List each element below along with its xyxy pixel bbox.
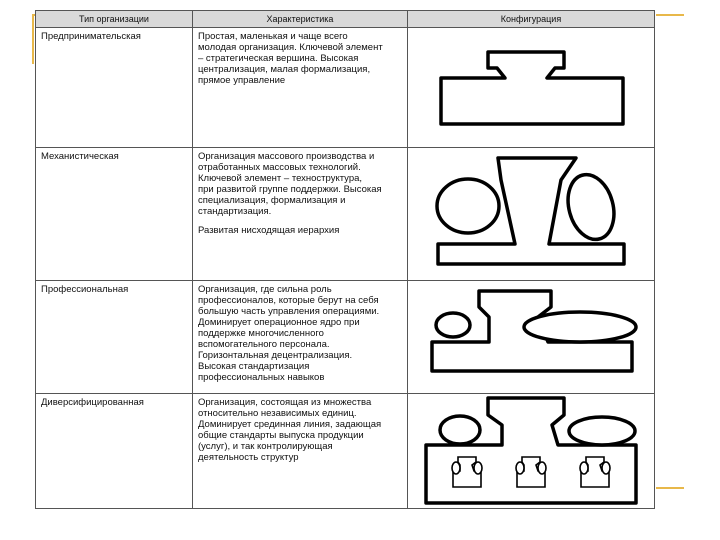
org-type-label: Предпринимательская bbox=[36, 28, 193, 148]
desc-line: Организация массового производства и bbox=[198, 151, 375, 162]
desc-line: Доминирует срединная линия, задающая bbox=[198, 419, 382, 430]
desc-line: Доминирует операционное ядро при bbox=[198, 317, 360, 328]
desc-line: профессионалов, которые берут на себя bbox=[198, 295, 379, 306]
configuration-cell bbox=[408, 148, 655, 281]
desc-line: при развитой группе поддержки. Высокая bbox=[198, 184, 382, 195]
entrepreneurial-structure-diagram bbox=[431, 48, 631, 128]
org-description bbox=[193, 28, 408, 148]
org-type-label: Диверсифицированная bbox=[36, 394, 193, 509]
org-type-label: Профессиональная bbox=[36, 281, 193, 394]
header-configuration: Конфигурация bbox=[408, 11, 655, 28]
table-row bbox=[36, 394, 655, 509]
corner-accent-bottom-right bbox=[656, 487, 684, 489]
desc-line: Горизонтальная децентрализация. bbox=[198, 350, 353, 361]
header-type: Тип организации bbox=[36, 11, 193, 28]
corner-accent-top-right bbox=[656, 14, 684, 16]
org-type-label: Механистическая bbox=[36, 148, 193, 281]
division-unit-1 bbox=[452, 457, 482, 487]
desc-line: отработанных массовых технологий. bbox=[198, 162, 361, 173]
table-row bbox=[36, 148, 655, 281]
desc-line: Развитая нисходящая иерархия bbox=[198, 225, 340, 236]
desc-line: стандартизация. bbox=[198, 206, 272, 217]
desc-line: Организация, состоящая из множества bbox=[198, 397, 372, 408]
header-characteristic: Характеристика bbox=[193, 11, 408, 28]
desc-line: централизация, малая формализация, bbox=[198, 64, 371, 75]
desc-line: Высокая стандартизация bbox=[198, 361, 310, 372]
org-description bbox=[193, 281, 408, 394]
desc-line: (услуг), и так контролирующая bbox=[198, 441, 333, 452]
desc-line: профессиональных навыков bbox=[198, 372, 325, 383]
organization-types-table bbox=[35, 10, 655, 509]
org-description bbox=[193, 394, 408, 509]
desc-line: Организация, где сильна роль bbox=[198, 284, 332, 295]
desc-line: вспомогательного персонала. bbox=[198, 339, 330, 350]
professional-structure-diagram bbox=[421, 287, 641, 387]
table-row bbox=[36, 28, 655, 148]
machine-structure-diagram bbox=[431, 154, 631, 274]
desc-line: общие стандарты выпуска продукции bbox=[198, 430, 364, 441]
org-description bbox=[193, 148, 408, 281]
division-unit-2 bbox=[516, 457, 546, 487]
configuration-cell bbox=[408, 281, 655, 394]
desc-line: Ключевой элемент – техноструктура, bbox=[198, 173, 363, 184]
desc-line: Простая, маленькая и чаще всего bbox=[198, 31, 348, 42]
desc-line: молодая организация. Ключевой элемент bbox=[198, 42, 383, 53]
configuration-cell bbox=[408, 394, 655, 509]
desc-line: – стратегическая вершина. Высокая bbox=[198, 53, 359, 64]
divisional-structure-diagram bbox=[418, 395, 644, 507]
desc-line: большую часть управления операциями. bbox=[198, 306, 380, 317]
configuration-cell bbox=[408, 28, 655, 148]
division-unit-3 bbox=[580, 457, 610, 487]
corner-accent-top-left-vertical bbox=[32, 14, 34, 64]
desc-line: поддержке многочисленного bbox=[198, 328, 324, 339]
desc-line: относительно независимых единиц. bbox=[198, 408, 357, 419]
desc-line: специализация, формализация и bbox=[198, 195, 346, 206]
table-header-row bbox=[36, 11, 655, 28]
desc-line: деятельность структур bbox=[198, 452, 299, 463]
table-row bbox=[36, 281, 655, 394]
desc-line: прямое управление bbox=[198, 75, 286, 86]
